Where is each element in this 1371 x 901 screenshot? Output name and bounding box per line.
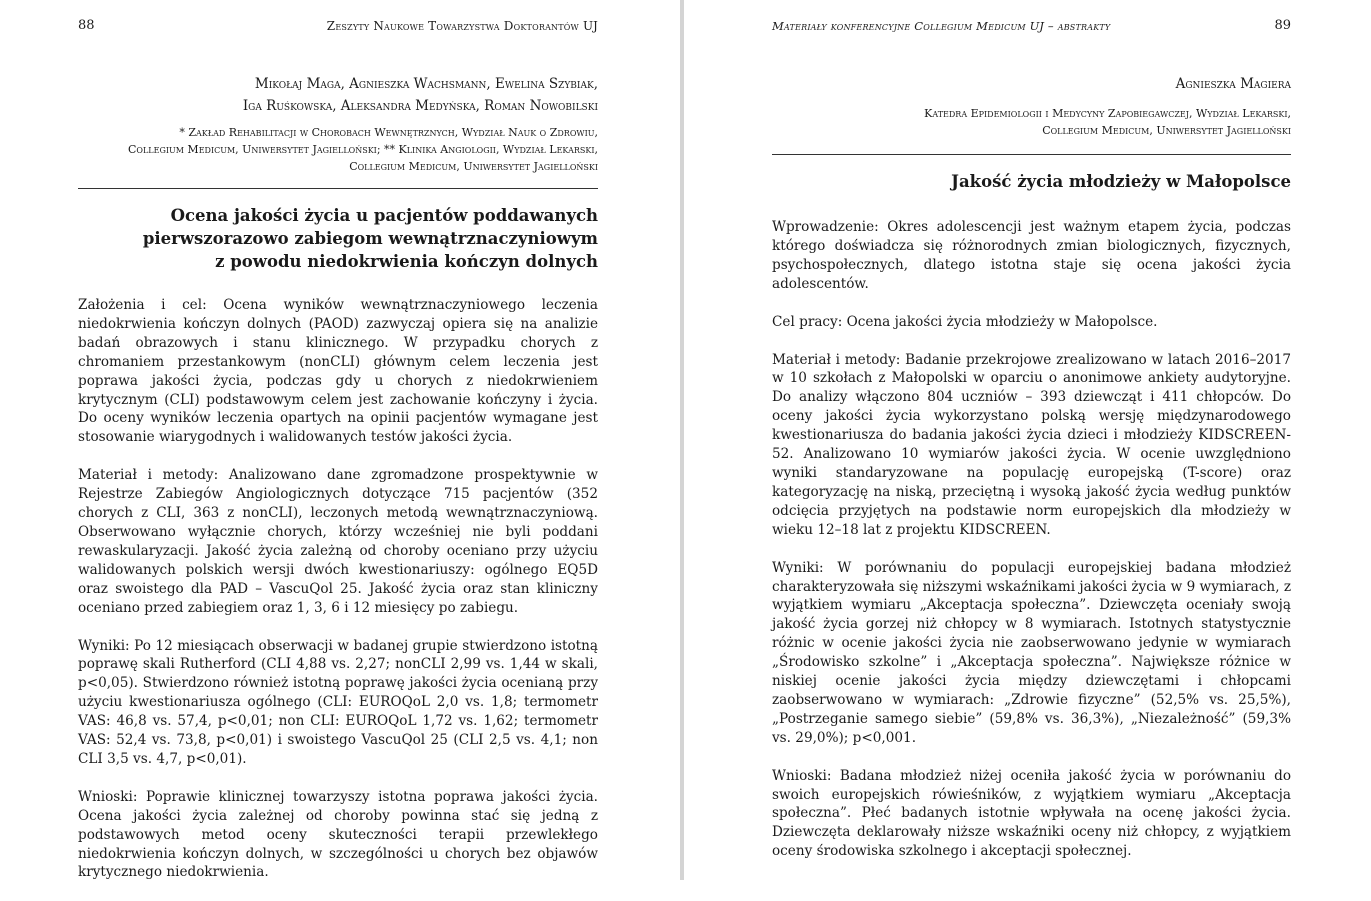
title-line: z powodu niedokrwienia kończyn dolnych [215,252,598,271]
title-line: Jakość życia młodzieży w Małopolsce [951,172,1291,191]
affiliation-line: Collegium Medicum, Uniwersytet Jagielloński [1042,124,1291,137]
affiliation [772,105,1291,139]
authors [772,73,1291,95]
right-page [684,0,1371,880]
page-number: 89 [1274,18,1291,33]
title-line: Ocena jakości życia u pacjentów poddawanych [170,206,598,225]
affiliation-line: * Zakład Rehabilitacji w Chorobach Wewnętrznych, Wydział Nauk o Zdrowiu, [179,126,598,139]
paragraph-results: Wyniki: Po 12 miesiącach obserwacji w badanej grupie stwierdzono istotną poprawę skali Rutherford (CLI 4,88 vs. 2,27; nonCLI 2,99 vs. 1,44 w skali, p<0,05). Stwierdzono również istotną poprawę jakości życia ocenianą przy użyciu kwestionariusza ogólnego (CLI: EUROQoL 2,0 vs. 1,8; termometr VAS: 46,8 vs. 57,4, p<0,01; non CLI: EUROQoL 1,72 vs. 1,62; termometr VAS: 52,4 vs. 73,8, p<0,01) i swoistego VascuQol 25 (CLI 2,5 vs. 4,1; non CLI 3,5 vs. 4,7, p<0,01). [78,637,598,767]
affiliation-line: Katedra Epidemiologii i Medycyny Zapobiegawczej, Wydział Lekarski, [924,107,1291,120]
page-number: 88 [78,18,95,33]
header-rule [772,154,1291,155]
paragraph-introduction: Wprowadzenie: Okres adolescencji jest ważnym etapem życia, podczas którego doświadcza się różnorodnych zmian biologicznych, fizycznych, psychospołecznych, dlatego istotna staje się ocena jakości życia adolescentów. [772,219,1291,292]
authors [78,73,598,117]
article-title [78,204,598,273]
paragraph-conclusions: Wnioski: Poprawie klinicznej towarzyszy istotna poprawa jakości życia. Ocena jakości życia zależnej od choroby powinna stać się jedną z podstawowych metod oceny skuteczności terapii przewlekłego niedokrwienia kończyn dolnych, w szczególności u chorych bez objawów krytycznego niedokrwienia. [78,788,598,881]
header-rule [78,188,598,189]
running-head: Materiały konferencyjne Collegium Medicum UJ – abstrakty [772,19,1111,33]
paragraph-methods: Materiał i metody: Analizowano dane zgromadzone prospektywnie w Rejestrze Zabiegów Angiologicznych dotyczące 715 pacjentów (352 chorych z CLI, 363 z nonCLI), leczonych metodą wewnątrznaczyniową. Obserwowano wyłącznie chorych, którzy wcześniej nie byli poddani rewaskularyzacji. Jakość życia zależną od choroby oceniano przy użyciu walidowanych polskich wersji dwóch kwestionariuszy: ogólnego EQ5D oraz swoistego dla PAD – VascuQol 25. Jakość życia oraz stan kliniczny oceniano przed zabiegiem oraz 1, 3, 6 i 12 miesięcy po zabiegu. [78,467,598,616]
running-head: Zeszyty Naukowe Towarzystwa Doktorantów UJ [326,19,598,33]
abstract-body [772,218,1291,880]
paragraph-aim: Cel pracy: Ocena jakości życia młodzieży w Małopolsce. [772,313,1158,330]
paragraph-methods: Materiał i metody: Badanie przekrojowe zrealizowano w latach 2016–2017 w 10 szkołach z Małopolski w oparciu o anonimowe ankiety audytoryjne. Do analizy włączono 804 uczniów – 393 dziewcząt i 411 chłopców. Do oceny jakości życia wykorzystano polską wersję międzynarodowego kwestionariusza do badania jakości życia dzieci i młodzieży KIDSCREEN-52. Analizowano 10 wymiarów jakości życia. W ocenie uwzględniono wyniki standaryzowane na populację europejską (T-score) oraz kategoryzację na niską, przeciętną i wysoką jakość życia według punktów odcięcia przyjętych na podstawie norm europejskich dla młodzieży w wieku 12–18 lat z projektu KIDSCREEN. [772,351,1291,538]
author-line: Iga Ruśkowska, Aleksandra Medyńska, Roman Nowobilski [242,98,598,114]
author-line: Agnieszka Magiera [1175,76,1291,92]
article-title [772,170,1291,193]
left-page [0,0,680,880]
affiliation-line: Collegium Medicum, Uniwersytet Jagielloński [349,160,598,173]
affiliation [78,124,598,175]
author-line: Mikołaj Maga, Agnieszka Wachsmann, Ewelina Szybiak, [254,76,598,92]
paragraph-results: Wyniki: W porównaniu do populacji europejskiej badana młodzież charakteryzowała się niższymi wskaźnikami jakości życia w 9 wymiarach, z wyjątkiem wymiaru „Akceptacja społeczna”. Dziewczęta oceniały swoją jakość życia gorzej niż chłopcy w 8 wymiarach. Istotnych statystycznie różnic w ocenie jakości życia nie zaobserwowano jedynie w wymiarach „Środowisko szkolne” i „Akceptacja społeczna”. Największe różnice w niskiej ocenie jakości życia między dziewczętami i chłopcami zaobserwowano w wymiarach: „Zdrowie fizyczne” (52,5% vs. 25,5%), „Postrzeganie samego siebie” (59,8% vs. 36,3%), „Niezależność” (59,3% vs. 29,0%); p<0,001. [772,559,1291,746]
paragraph-conclusions: Wnioski: Badana młodzież niżej oceniła jakość życia w porównaniu do swoich europejskich rówieśników, z wyjątkiem wymiaru „Akceptacja społeczna”. Płeć badanych istotnie wpływała na ocenę jakości życia. Dziewczęta deklarowały niższe wskaźniki oceny niż chłopcy, z wyjątkiem oceny środowiska szkolnego i akceptacji społecznej. [772,767,1291,860]
affiliation-line: Collegium Medicum, Uniwersytet Jagielloński; ** Klinika Angiologii, Wydział Lekarski, [128,143,598,156]
paragraph-aims: Założenia i cel: Ocena wyników wewnątrznaczyniowego leczenia niedokrwienia kończyn dolnych (PAOD) zazwyczaj opiera się na analizie badań obrazowych i stanu klinicznego. W przypadku chorych z chromaniem przestankowym (nonCLI) głównym celem leczenia jest poprawa jakości życia, podczas gdy u chorych z niedokrwieniem krytycznym (CLI) podstawowym celem jest zachowanie kończyny i życia. Do oceny wyników leczenia opartych na opinii pacjentów wymagane jest stosowanie wiarygodnych i walidowanych testów jakości życia. [78,297,598,446]
abstract-body [78,296,598,901]
title-line: pierwszorazowo zabiegom wewnątrznaczyniowym [142,229,598,248]
